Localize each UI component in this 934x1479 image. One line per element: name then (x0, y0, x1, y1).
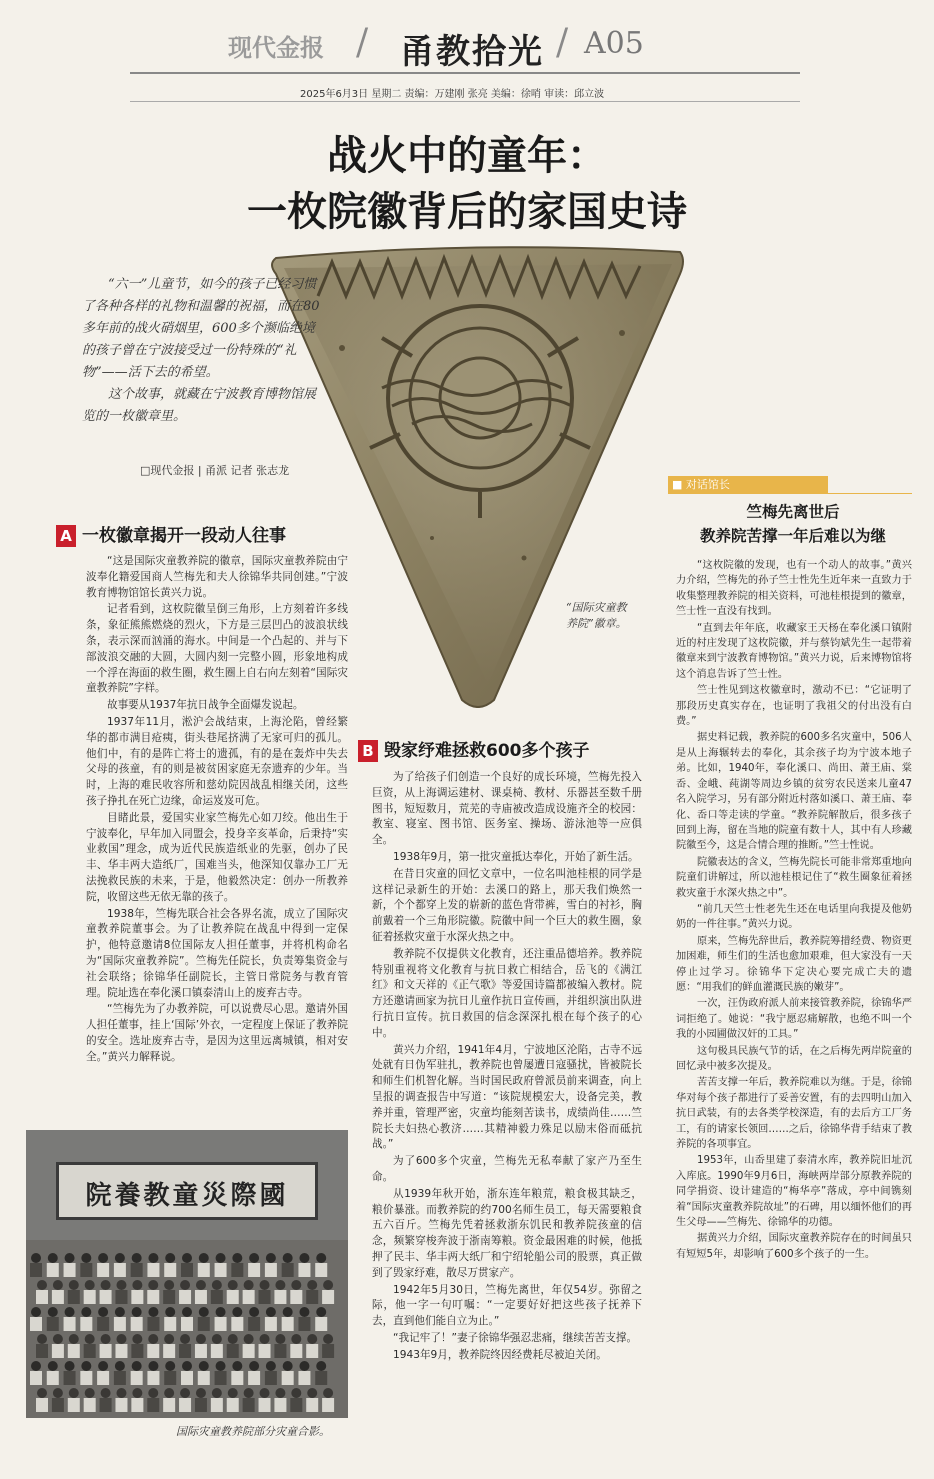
section-a-body (86, 554, 348, 1067)
dialog-rule (668, 493, 912, 494)
section-a-paragraph: 目睹此景，爱国实业家竺梅先心如刀绞。他出生于宁波奉化，早年加入同盟会，投身辛亥革命，后秉持“实业救国”理念，成为近代民族造纸业的先驱，创办了民丰、华丰两大造纸厂，国难当头，他深知仅靠办工厂无法挽救民族的未来，于是，他毅然决定：创办一所教养院，收留这些无依无靠的孩子。 (86, 811, 348, 903)
dialog-paragraph: “前几天竺士性老先生还在电话里向我提及他奶奶的一件往事。”黄兴力说。 (676, 903, 912, 931)
section-b-paragraph: “我记牢了！”妻子徐锦华强忍悲痛，继续苦苦支撑。 (393, 1331, 638, 1344)
section-name: 甬教拾光 (400, 32, 544, 72)
badge-caption: “国际灾童教养院”徽章。 (566, 601, 627, 630)
masthead-divider: / (356, 22, 369, 63)
section-b-paragraph: 教养院不仅提供文化教育，还注重品德培养。教养院特别重视将文化教育与抗日救亡相结合，岳飞的《满江红》和文天祥的《正气歌》等爱国诗篇都被编入教材。院方还邀请画家为抗日儿童作抗日宣传画，并组织演出队进行抗日宣传。抗日救国的信念深深扎根在每个孩子的心中。 (372, 947, 642, 1039)
section-b-paragraph: 1938年9月，第一批灾童抵达奉化，开始了新生活。 (393, 850, 639, 863)
section-a-paragraph: 记者看到，这枚院徽呈倒三角形，上方刻着许多线条，象征熊熊燃烧的烈火，下方是三层凹凸的波浪状线条，表示深而汹涌的海水。中间是一个凸起的、并与下部波浪交融的大圆，大圆内刻一完整小圆，形象地构成一个浮在海面的救生圈，救生圈上自右向左刻着“国际灾童教养院”字样。 (86, 603, 348, 695)
intro-paragraph: 这个故事，就藏在宁波教育博物馆展览的一枚徽章里。 (82, 387, 317, 424)
dialog-paragraph: 据史料记载，教养院的600多名灾童中，506人是从上海辗转去的奉化，其余孩子均为宁波本地子弟。比如，1940年，奉化溪口、尚田、萧王庙、棠岙、金峨、莼湖等周边乡镇的贫穷农民送来儿童47名入院学习，另有部分附近村落如溪口、萧王庙、奉化、岙口等走读的学童。“教养院解散后，很多孩子回到上海，留在当地的院童有数十人，其中有人珍藏院徽至今，这是合情合理的推断。”竺士性说。 (676, 732, 912, 852)
section-a-paragraph: “这是国际灾童教养院的徽章，国际灾童教养院由宁波奉化籍爱国商人竺梅先和夫人徐锦华共同创建。”宁波教育博物馆馆长黄兴力说。 (86, 555, 348, 599)
section-b-letter: B (358, 740, 378, 762)
newspaper-brand: 现代金报 (228, 33, 324, 62)
section-b-paragraph: 从1939年秋开始，浙东连年粮荒，粮食极其缺乏，粮价暴涨。而教养院的约700名师生员工，每天需要粮食五六百斤。竺梅先凭着拯救浙东饥民和教养院孩童的信念，频繁穿梭奔波于浙南筹粮。资金最困难的时候，他抵押了民丰、华丰两大纸厂和宁绍轮船公司的股票，真正做到了毁家纾难，散尽万贯家产。 (372, 1187, 642, 1279)
section-a-letter: A (56, 525, 76, 547)
dialog-paragraph: “直到去年年底，收藏家王天杨在奉化溪口镇附近的村庄发现了这枚院徽，并与蔡钧斌先生一起带着徽章来到宁波教育博物馆。”黄兴力说，后来博物馆将这个消息告诉了竺士性。 (676, 622, 912, 680)
masthead-rule (130, 72, 800, 74)
section-a-title: 一枚徽章揭开一段动人往事 (82, 526, 286, 546)
section-a-paragraph: 1937年11月，淞沪会战结束，上海沦陷，曾经繁华的都市满目疮痍，街头巷尾挤满了无家可归的孤儿。他们中，有的是阵亡将士的遗孤，有的是在轰炸中失去父母的孩童，有的则是被贫困家庭无奈遗弃的少年。当时，上海的难民收容所和慈幼院因战乱相继关闭，这些孩子挣扎在死亡边缘，命运岌岌可危。 (86, 715, 348, 807)
dateline: 2025年6月3日 星期二 责编：万建刚 张亮 美编：徐哨 审读：邱立波 (300, 89, 605, 100)
headline-line-1: 战火中的童年： (327, 133, 607, 179)
headline-line-2: 一枚院徽背后的家国史诗 (247, 189, 687, 235)
dialog-paragraph: 苦苦支撑一年后，教养院难以为继。于是，徐锦华对每个孩子都进行了妥善安置，有的去四明山加入抗日武装，有的去各类学校深造，有的去后方工厂务工，有的请家长领回……之后，徐锦华背手结束了教养院的各项事宜。 (676, 1077, 912, 1151)
masthead-divider: / (556, 22, 569, 63)
section-b-paragraph: 为了600多个灾童，竺梅先无私奉献了家产乃至生命。 (372, 1155, 642, 1183)
section-a-paragraph: 故事要从1937年抗日战争全面爆发说起。 (107, 699, 304, 712)
masthead (0, 14, 934, 74)
dateline-rule (130, 101, 800, 102)
dialog-tag: ■ 对话馆长 (668, 476, 828, 493)
section-b-paragraph: 在昔日灾童的回忆文章中，一位名叫池桂根的同学是这样记录新生的开始：去溪口的路上，那天我们焕然一新，个个都穿上发的崭新的蓝色背带裤，雪白的衬衫，胸前戴着一个三角形院徽。院徽中间一个巨大的救生圈，象征着拯救灾童于水深火热之中。 (372, 867, 642, 943)
section-b-paragraph: 为了给孩子们创造一个良好的成长环境，竺梅先投入巨资，从上海调运建材、课桌椅、教材、乐器甚至数千册图书，短短数月，荒芜的寺庙被改造成设施齐全的校园：教室、寝室、图书馆、医务室、操场、游泳池等一应俱全。 (372, 771, 642, 847)
section-b-body (372, 770, 642, 1364)
dialog-paragraph: “这枚院徽的发现，也有一个动人的故事。”黄兴力介绍，竺梅先的孙子竺士性先生近年来一直致力于收集整理教养院的相关资料，可池桂根提到的徽章，竺士性一直没有找到。 (676, 560, 912, 618)
page-number: A05 (584, 26, 644, 61)
dialog-paragraph: 原来，竺梅先辞世后，教养院筹措经费、物资更加困难，师生们的生活也愈加艰难，但大家没有一天停止过学习。徐锦华下定决心要完成亡夫的遗愿：“用我们的鲜血灌溉民族的嫩芽”。 (676, 935, 912, 993)
dialog-title (668, 500, 918, 548)
dialog-title-line-1: 竺梅先离世后 (746, 503, 840, 521)
dialog-paragraph: 一次，汪伪政府派人前来接管教养院，徐锦华严词拒绝了。她说：“我宁愿忍痛解散，也绝不叫一个我的小园圃做汉奸的工具。” (676, 998, 912, 1041)
section-b-paragraph: 1943年9月，教养院终因经费耗尽被迫关闭。 (393, 1348, 607, 1361)
section-b-title: 毁家纾难拯救600多个孩子 (384, 741, 590, 761)
dialog-body (676, 558, 912, 1263)
section-b-header (358, 736, 590, 762)
intro-paragraph: “六一”儿童节，如今的孩子已经习惯了各种各样的礼物和温馨的祝福，而在80多年前的战火硝烟里，600多个濒临绝境的孩子曾在宁波接受过一份特殊的“礼物”——活下去的希望。 (82, 277, 320, 380)
dialog-paragraph: 这句极具民族气节的话，在之后梅先两岸院童的回忆录中被多次提及。 (676, 1045, 912, 1072)
dialog-paragraph: 竺士性见到这枚徽章时，激动不已：“它证明了那段历史真实存在，也证明了我祖父的付出没有白费。” (676, 685, 912, 728)
institute-sign (56, 1162, 318, 1220)
section-a-paragraph: “竺梅先为了办教养院，可以说费尽心思。邀请外国人担任董事，挂上‘国际’外衣，一定程度上保证了教养院的安全。选址废弃古寺，是因为这里远离城镇，相对安全。”黄兴力解释说。 (86, 1003, 348, 1063)
photo-caption: 国际灾童教养院部分灾童合影。 (176, 1425, 330, 1438)
section-a-header (56, 521, 286, 547)
section-b-paragraph: 黄兴力介绍，1941年4月，宁波地区沦陷，古寺不远处就有日伪军驻扎，教养院也曾屡遭日寇骚扰，皆被院长和师生们机智化解。当时国民政府曾派员前来调查，向上呈报的调查报告中写道：“该院规模宏大，设备完美，教养并重，管理严密，灾童均能刻苦读书，成绩尚佳……竺院长夫妇热心教济……其精神毅力殊足以励末俗而砥抗战。” (372, 1043, 642, 1151)
dialog-paragraph: 院徽表达的含义，竺梅先院长可能非常郑重地向院童们讲解过，所以池桂根记住了“救生圈象征着拯救灾童于水深火热之中”。 (676, 856, 912, 899)
institute-sign-text: 院養教童災際國 (85, 1181, 289, 1211)
group-photo (26, 1130, 348, 1418)
byline: □现代金报 | 甬派 记者 张志龙 (140, 464, 290, 477)
section-a-paragraph: 1938年，竺梅先联合社会各界名流，成立了国际灾童教养院董事会。为了让教养院在战乱中得到一定保护，他特意邀请8位国际友人担任董事，并将机构命名为“国际灾童教养院”。竺梅先任院长，负责筹集资金与社会联络；徐锦华任副院长，主管日常院务与教育管理。院址选在奉化溪口镇泰清山上的废弃古寺。 (86, 907, 348, 999)
section-b-paragraph: 1942年5月30日，竺梅先离世，年仅54岁。弥留之际，他一字一句叮嘱：“一定要好好把这些孩子抚养下去，直到他们能自立为止。” (372, 1283, 642, 1328)
intro-text (82, 274, 322, 428)
headline (0, 128, 934, 240)
dialog-title-line-2: 教养院苦撑一年后难以为继 (699, 527, 886, 545)
dialog-paragraph: 1953年，山岙里建了泰清水库，教养院旧址沉入库底。1990年9月6日，海峡两岸部分原教养院的同学捐资、设计建造的“梅华亭”落成，亭中间镌刻着“国际灾童教养院故址”的石碑，用以缅怀他们的再生父母——竺梅先、徐锦华的功德。 (676, 1155, 912, 1229)
children-crowd (26, 1240, 348, 1418)
dialog-paragraph: 据黄兴力介绍，国际灾童教养院存在的时间虽只有短短5年，却影响了600多个孩子的一生。 (676, 1233, 912, 1260)
